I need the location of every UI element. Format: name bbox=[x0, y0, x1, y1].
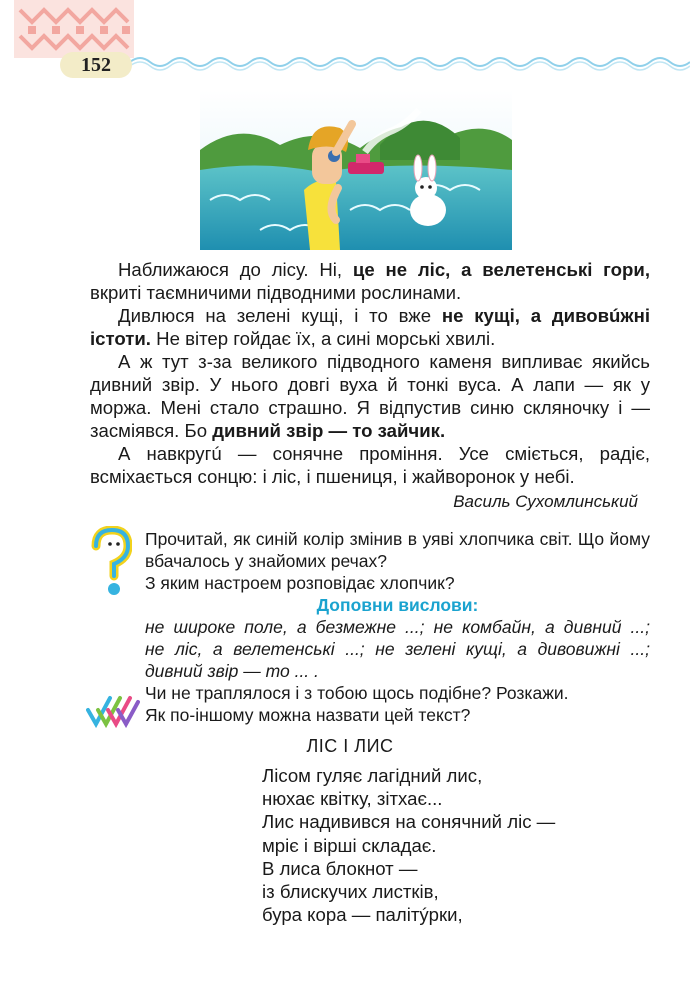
task-heading: Доповни вислови: bbox=[316, 595, 479, 615]
story-text bbox=[90, 258, 650, 488]
fill-in-line: не ліс, а велетенські ...; не зелені кущі, а дивовижні ...; bbox=[145, 639, 650, 659]
poem-line: Лис надивився на сонячний ліс — bbox=[262, 811, 556, 833]
story-author: Василь Сухомлинський bbox=[453, 492, 638, 511]
story-paragraph: Наближаюся до лісу. Ні, це не ліс, а велетенські гори, вкриті таємничими підводними рослинами. bbox=[90, 259, 650, 303]
embroidery-ornament-icon bbox=[14, 0, 134, 58]
poem-line: бура кора — палітýрки, bbox=[262, 904, 463, 926]
question-mark-icon bbox=[88, 526, 132, 598]
page-number: 152 bbox=[60, 52, 132, 78]
task-question: Чи не траплялося і з тобою щось подібне? Розкажи. bbox=[145, 683, 569, 703]
poem-line: із блискучих листків, bbox=[262, 881, 439, 903]
story-paragraph: А ж тут з-за великого підводного каменя випливає якийсь дивний звір. У нього довгі вуха й тонкі вуса. А лапи — як у моржа. Мені стало страшно. Я відпустив синю скляночку і — засміявся. Бо дивний звір — то зайчик. bbox=[90, 351, 650, 441]
boy-with-rabbit-illustration bbox=[200, 90, 512, 250]
poem-line: Лісом гуляє лагідний лис, bbox=[262, 765, 483, 786]
task-question: Прочитай, як синій колір змінив в уяві хлопчика світ. Що йому вбачалось у знайомих речах? bbox=[145, 529, 650, 571]
story-paragraph: Дивлюся на зелені кущі, і то вже не кущі, а дивовúжні істоти. Не вітер гойдає їх, а сині морські хвилі. bbox=[90, 305, 650, 349]
fill-in-line: не широке поле, а безмежне ...; не комбайн, а дивний ...; bbox=[145, 617, 650, 637]
task-question: З яким настроем розповідає хлопчик? bbox=[145, 573, 455, 593]
fill-in-line: дивний звір — то ... . bbox=[145, 661, 319, 681]
poem-line: мріє і вірші складає. bbox=[262, 834, 437, 856]
task-question: Як по-іншому можна назвати цей текст? bbox=[145, 705, 471, 725]
tasks-section bbox=[145, 528, 650, 726]
story-paragraph: А навкругú — сонячне проміння. Усе сміється, радіє, всміхається сонцю: і ліс, і пшениця, і жайворонок у небі. bbox=[90, 443, 650, 487]
poem-line: нюхає квітку, зітхає... bbox=[262, 788, 443, 810]
poem-line: В лиса блокнот — bbox=[262, 857, 418, 879]
decorative-wave-line bbox=[130, 52, 690, 72]
checkmarks-icon bbox=[86, 694, 140, 728]
poem-title: ЛІС І ЛИС bbox=[306, 736, 394, 756]
poem-text bbox=[262, 764, 555, 926]
